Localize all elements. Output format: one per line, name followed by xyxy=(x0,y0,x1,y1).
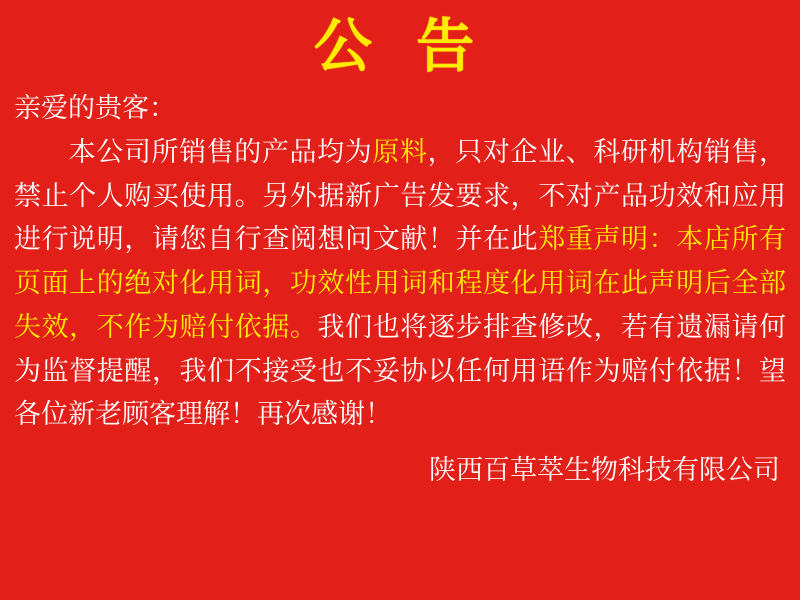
salutation-text: 亲爱的贵客： xyxy=(14,92,176,124)
body-segment-1: 本公司所销售的产品均为 xyxy=(68,137,373,168)
body-segment-5: 我们也将逐步排查修改，若有遗漏请何为监督提醒，我们不接受也不妥协以任何用语作为赔付依据！望各位新老顾客理解！再次感谢！ xyxy=(14,311,787,431)
highlight-raw-material: 原料 xyxy=(372,137,428,168)
announcement-body xyxy=(14,131,786,437)
highlight-solemn-statement: 郑重声明：本店所有页面上的绝对化用词，功效性用词和程度化用词在此声明后全部失效，不作为赔付依据。 xyxy=(14,224,787,343)
page-title: 公 告 xyxy=(313,12,487,80)
body-segment-3: ，只对企业、科研机构销售，禁止个人购买使用。另外据新广告发要求，不对产品功效和应用进行说明，请您自行查阅想问文献！并在此 xyxy=(14,137,787,256)
company-signature: 陕西百草萃生物科技有限公司 xyxy=(429,455,780,487)
